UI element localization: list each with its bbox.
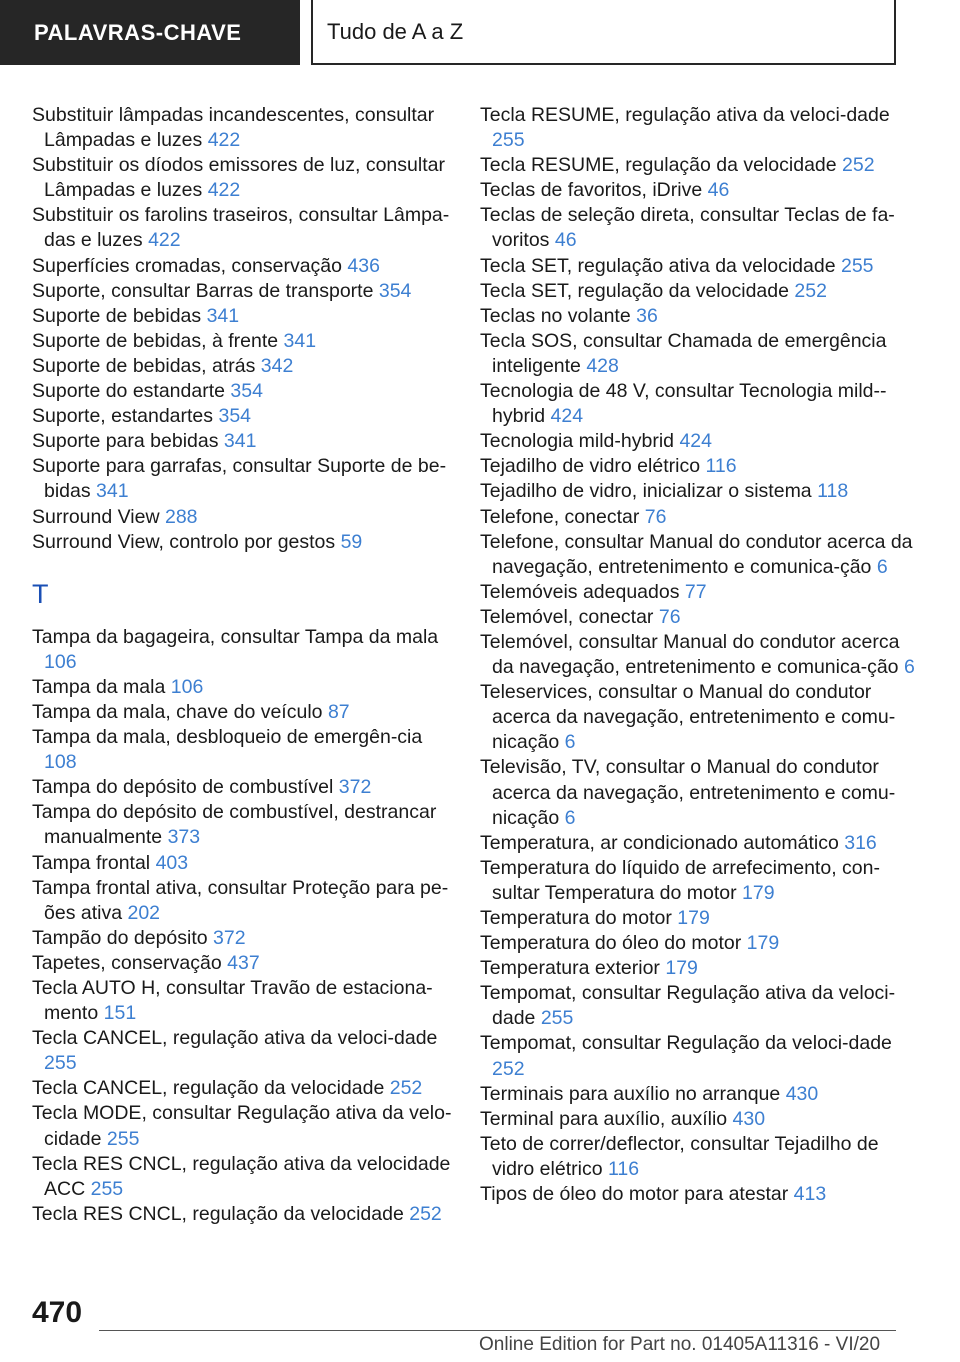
index-list-t <box>32 625 452 1227</box>
index-entry <box>32 254 452 279</box>
page-reference-link[interactable]: 403 <box>155 851 189 874</box>
index-entry-text: Suporte de bebidas, atrás <box>32 354 256 377</box>
page-reference-link[interactable]: 252 <box>409 1202 442 1225</box>
index-entry-text: Substituir lâmpadas incandescentes, consultar Lâmpadas e luzes <box>32 104 435 152</box>
page-reference-link[interactable]: 430 <box>732 1107 766 1130</box>
index-entry-text: Tipos de óleo do motor para atestar <box>480 1183 789 1206</box>
index-entry-text: Tecla AUTO H, consultar Travão de estaciona-mento <box>32 977 433 1025</box>
page-reference-link[interactable]: 108 <box>44 751 77 774</box>
index-entry <box>32 976 452 1026</box>
page-reference-link[interactable]: 59 <box>340 530 363 553</box>
index-entry <box>32 725 452 775</box>
page-reference-link[interactable]: 76 <box>658 605 681 628</box>
index-entry <box>480 279 925 304</box>
index-entry <box>480 254 925 279</box>
page-reference-link[interactable]: 354 <box>218 405 252 428</box>
page-reference-link[interactable]: 341 <box>206 304 240 327</box>
index-entry-text: Suporte para bebidas <box>32 430 219 453</box>
index-entry <box>480 831 925 856</box>
page-reference-link[interactable]: 106 <box>170 675 204 698</box>
index-entry <box>480 1132 925 1182</box>
index-entry <box>32 1026 452 1076</box>
index-entry-text: Suporte do estandarte <box>32 380 225 403</box>
subsection-title: Tudo de A a Z <box>311 0 896 65</box>
page-reference-link[interactable]: 428 <box>586 354 619 377</box>
page-reference-link[interactable]: 179 <box>742 881 775 904</box>
page-reference-link[interactable]: 354 <box>230 380 263 403</box>
page-reference-link[interactable]: 430 <box>785 1082 819 1105</box>
page-reference-link[interactable]: 316 <box>844 831 877 854</box>
index-entry-text: Tecla RES CNCL, regulação da velocidade <box>32 1202 404 1225</box>
index-entry-text: Tampa do depósito de combustível, destrancar manualmente <box>32 801 437 849</box>
page-reference-link[interactable]: 437 <box>227 951 260 974</box>
index-entry-text: Tempomat, consultar Regulação da veloci-dade <box>480 1032 892 1055</box>
index-entry <box>32 103 452 153</box>
index-entry-text: Temperatura, ar condicionado automático <box>480 831 839 854</box>
index-entry <box>32 1152 452 1202</box>
index-entry-text: Suporte de bebidas, à frente <box>32 329 279 352</box>
page-reference-link[interactable]: 46 <box>707 179 730 202</box>
page-reference-link[interactable]: 6 <box>564 731 576 754</box>
index-entry-text: Tejadilho de vidro elétrico <box>480 455 701 478</box>
index-entry <box>480 680 925 755</box>
index-entry-text: Terminal para auxílio, auxílio <box>480 1107 728 1130</box>
page-reference-link[interactable]: 6 <box>564 806 576 829</box>
index-entry <box>480 630 925 680</box>
index-entry <box>32 429 452 454</box>
index-entry <box>480 1082 925 1107</box>
page-reference-link[interactable]: 255 <box>90 1177 124 1200</box>
index-entry <box>32 530 452 555</box>
index-entry-text: Teto de correr/deflector, consultar Tejadilho de vidro elétrico <box>480 1132 879 1180</box>
index-entry <box>480 429 925 454</box>
index-entry-text: Telemóvel, consultar Manual do condutor acerca da navegação, entretenimento e comunica-ção <box>480 630 900 679</box>
page-number: 470 <box>32 1296 83 1329</box>
page-reference-link[interactable]: 36 <box>636 304 658 327</box>
index-entry-text: Tecla RESUME, regulação ativa da veloci-dade <box>480 104 890 126</box>
page-reference-link[interactable]: 116 <box>705 455 737 478</box>
index-entry <box>32 926 452 951</box>
page-reference-link[interactable]: 76 <box>644 505 667 528</box>
page-reference-link[interactable]: 6 <box>876 555 888 578</box>
index-entry <box>32 203 452 253</box>
index-letter-heading: T <box>32 578 49 609</box>
index-entry <box>480 153 925 178</box>
index-entry <box>32 700 452 725</box>
page-reference-link[interactable]: 436 <box>347 254 380 277</box>
index-entry <box>32 379 452 404</box>
page-reference-link[interactable]: 77 <box>684 580 707 603</box>
index-entry <box>32 454 452 504</box>
index-entry <box>480 1107 925 1132</box>
page-reference-link[interactable]: 252 <box>842 154 875 177</box>
index-entry <box>480 755 925 830</box>
index-entry <box>480 103 925 153</box>
index-entry <box>32 404 452 429</box>
index-entry-text: Tecla CANCEL, regulação ativa da veloci-dade <box>32 1027 438 1050</box>
index-entry <box>32 354 452 379</box>
page-reference-link[interactable]: 106 <box>44 650 77 673</box>
index-entry <box>480 530 925 580</box>
index-entry-text: Temperatura do óleo do motor <box>480 932 742 955</box>
index-entry <box>480 931 925 956</box>
index-column-right <box>480 103 925 1207</box>
index-entry <box>480 906 925 931</box>
index-entry <box>32 876 452 926</box>
page-reference-link[interactable]: 341 <box>223 430 257 453</box>
index-entry-text: Tampa do depósito de combustível <box>32 776 334 799</box>
page-reference-link[interactable]: 87 <box>327 700 350 723</box>
index-entry-text: Teclas de seleção direta, consultar Teclas de fa-voritos <box>480 204 895 252</box>
index-entry <box>480 580 925 605</box>
index-column-left <box>32 103 452 1227</box>
page-reference-link[interactable]: 252 <box>794 279 827 302</box>
index-entry-text: Suporte de bebidas <box>32 304 202 327</box>
page-reference-link[interactable]: 116 <box>607 1157 640 1180</box>
page-reference-link[interactable]: 354 <box>378 279 412 302</box>
footer-divider <box>99 1330 896 1331</box>
index-entry-text: Surround View <box>32 505 160 528</box>
page-reference-link[interactable]: 202 <box>127 901 161 924</box>
index-entry <box>32 1202 452 1227</box>
index-entry-text: Superfícies cromadas, conservação <box>32 254 342 277</box>
index-entry-text: Temperatura do líquido de arrefecimento, con-sultar Temperatura do motor <box>480 856 880 904</box>
index-entry <box>32 279 452 304</box>
index-entry <box>32 329 452 354</box>
index-entry-text: Tampa da mala <box>32 675 166 698</box>
index-entry-text: Tecla SOS, consultar Chamada de emergência inteligente <box>480 329 887 377</box>
index-entry <box>480 1182 925 1207</box>
page-reference-link[interactable]: 422 <box>148 229 181 252</box>
page-reference-link[interactable]: 424 <box>679 430 712 453</box>
page-reference-link[interactable]: 255 <box>840 254 874 277</box>
index-entry-text: Substituir os farolins traseiros, consultar Lâmpa-das e luzes <box>32 204 450 252</box>
index-entry <box>480 203 925 253</box>
page-reference-link[interactable]: 151 <box>103 1002 137 1025</box>
index-entry-text: Tampa frontal <box>32 851 151 874</box>
page-reference-link[interactable]: 342 <box>260 354 294 377</box>
index-entry-text: Telemóvel, conectar <box>480 605 654 628</box>
index-entry <box>32 505 452 530</box>
page-reference-link[interactable]: 179 <box>665 957 698 980</box>
index-entry-text: Tampa frontal ativa, consultar Proteção para pe-ões ativa <box>32 876 449 924</box>
index-entry <box>480 505 925 530</box>
page-reference-link[interactable]: 255 <box>106 1127 140 1150</box>
index-entry <box>32 625 452 675</box>
index-entry <box>32 851 452 876</box>
index-entry <box>32 775 452 800</box>
index-entry <box>32 1076 452 1101</box>
index-entry-text: Tecnologia mild-hybrid <box>480 430 675 453</box>
index-entry-text: Suporte, estandartes <box>32 405 214 428</box>
index-entry-text: Telemóveis adequados <box>480 580 680 603</box>
index-entry <box>480 178 925 203</box>
page-reference-link[interactable]: 424 <box>550 405 584 428</box>
index-entry <box>480 329 925 379</box>
index-entry-text: Tampa da bagageira, consultar Tampa da mala <box>32 625 439 648</box>
index-entry <box>480 1031 925 1081</box>
index-entry-text: Tampa da mala, desbloqueio de emergên-cia <box>32 726 423 749</box>
index-entry-text: Tempomat, consultar Regulação ativa da veloci-dade <box>480 982 896 1030</box>
index-entry <box>480 605 925 630</box>
index-entry-text: Teclas no volante <box>480 304 631 327</box>
index-entry-text: Tecla RES CNCL, regulação ativa da velocidade ACC <box>32 1152 451 1200</box>
index-entry-text: Tapetes, conservação <box>32 951 222 974</box>
page-reference-link[interactable]: 372 <box>213 926 246 949</box>
page-reference-link[interactable]: 372 <box>338 776 372 799</box>
index-entry-text: Substituir os díodos emissores de luz, consultar Lâmpadas e luzes <box>32 154 445 202</box>
index-entry-text: Terminais para auxílio no arranque <box>480 1082 781 1105</box>
page-reference-link[interactable]: 255 <box>492 129 525 152</box>
page-reference-link[interactable]: 422 <box>207 129 241 152</box>
index-entry <box>32 304 452 329</box>
page-reference-link[interactable]: 255 <box>44 1052 77 1075</box>
index-entry <box>32 800 452 850</box>
index-entry <box>480 956 925 981</box>
index-entry-text: Telefone, consultar Manual do condutor acerca da navegação, entretenimento e comunica-ção <box>480 530 913 578</box>
page-reference-link[interactable]: 252 <box>389 1077 423 1100</box>
page-reference-link[interactable]: 255 <box>540 1007 574 1030</box>
index-entry-text: Televisão, TV, consultar o Manual do condutor acerca da navegação, entretenimento e comu-nicação <box>480 756 896 829</box>
index-entry-text: Suporte para garrafas, consultar Suporte de be-bidas <box>32 455 447 503</box>
index-entry-text: Tejadilho de vidro, inicializar o sistema <box>480 480 812 503</box>
page-reference-link[interactable]: 46 <box>554 229 577 252</box>
index-entry-text: Teclas de favoritos, iDrive <box>480 179 703 202</box>
page-reference-link[interactable]: 413 <box>793 1183 827 1206</box>
page-reference-link[interactable]: 179 <box>677 907 710 929</box>
index-entry-text: Temperatura exterior <box>480 957 660 980</box>
index-list-t-continued <box>480 103 925 1207</box>
index-entry-text: Surround View, controlo por gestos <box>32 530 336 553</box>
index-entry <box>480 856 925 906</box>
index-entry-text: Temperatura do motor <box>480 907 672 929</box>
index-list-s <box>32 103 452 555</box>
page-reference-link[interactable]: 118 <box>817 480 849 503</box>
page-reference-link[interactable]: 422 <box>207 179 241 202</box>
page-header <box>0 0 960 65</box>
index-entry-text: Tecnologia de 48 V, consultar Tecnologia mild--hybrid <box>480 380 887 428</box>
index-entry-text: Tampa da mala, chave do veículo <box>32 700 323 723</box>
index-entry-text: Tecla RESUME, regulação da velocidade <box>480 154 837 177</box>
page-reference-link[interactable]: 252 <box>492 1057 525 1080</box>
index-entry-text: Tecla SET, regulação ativa da velocidade <box>480 254 836 277</box>
page-reference-link[interactable]: 341 <box>283 329 317 352</box>
index-entry-text: Telefone, conectar <box>480 505 640 528</box>
index-entry <box>32 675 452 700</box>
index-entry <box>480 479 925 504</box>
index-entry-text: Tecla SET, regulação da velocidade <box>480 279 789 302</box>
index-entry-text: Teleservices, consultar o Manual do condutor acerca da navegação, entretenimento e comu-nicação <box>480 681 896 754</box>
page-reference-link[interactable]: 288 <box>164 505 198 528</box>
page-reference-link[interactable]: 373 <box>167 826 201 849</box>
index-entry <box>32 951 452 976</box>
index-entry-text: Tecla CANCEL, regulação da velocidade <box>32 1077 385 1100</box>
index-entry <box>480 304 925 329</box>
page-reference-link[interactable]: 341 <box>96 480 129 503</box>
section-tab[interactable]: PALAVRAS-CHAVE <box>0 0 300 65</box>
edition-note: Online Edition for Part no. 01405A11316 - VI/20 <box>479 1334 881 1355</box>
page-reference-link[interactable]: 179 <box>746 932 780 955</box>
index-entry <box>480 981 925 1031</box>
page-reference-link[interactable]: 6 <box>903 656 915 679</box>
index-entry-text: Tampão do depósito <box>32 926 208 949</box>
index-entry <box>32 153 452 203</box>
index-entry <box>480 454 925 479</box>
index-entry-text: Tecla MODE, consultar Regulação ativa da velo-cidade <box>32 1102 452 1150</box>
index-entry <box>32 1101 452 1151</box>
index-entry <box>480 379 925 429</box>
index-entry-text: Suporte, consultar Barras de transporte <box>32 279 374 302</box>
